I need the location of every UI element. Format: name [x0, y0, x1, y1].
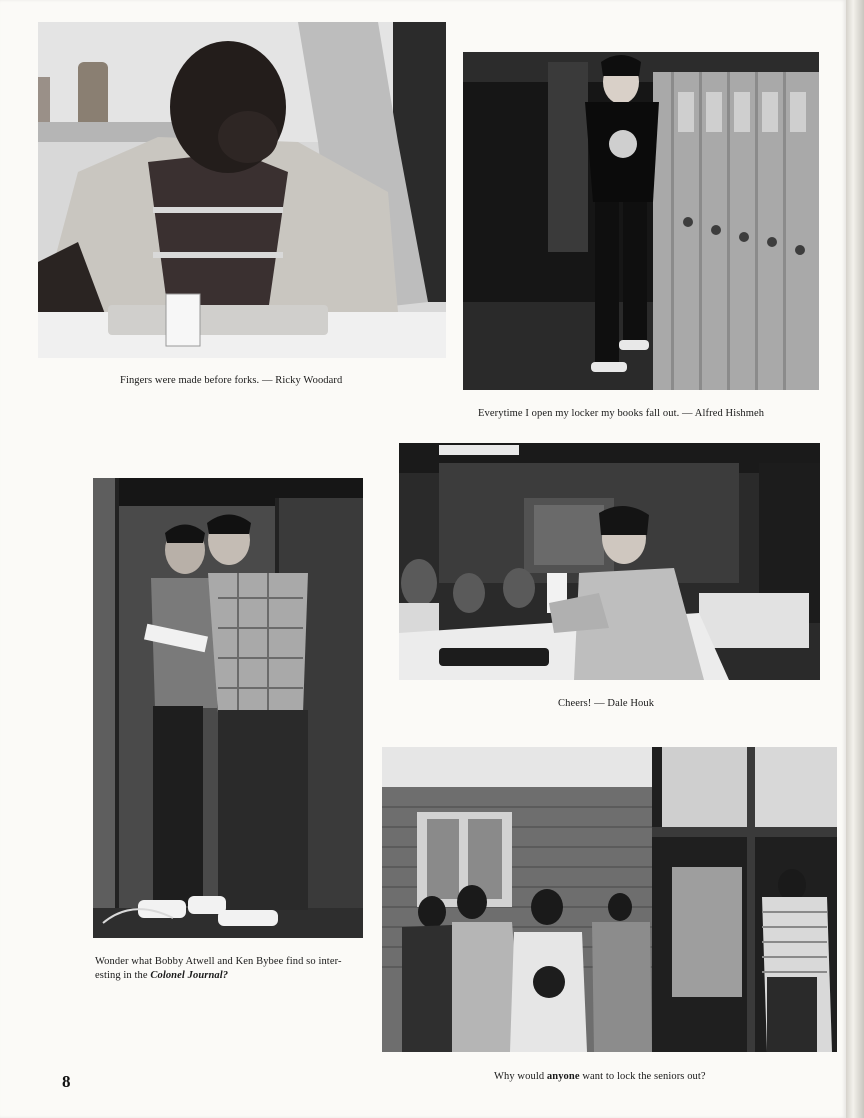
photo-alfred-hishmeh	[463, 52, 819, 390]
caption-seniors-emphasis: anyone	[546, 1071, 580, 1082]
caption-seniors-locked-out	[494, 1070, 794, 1084]
caption-alfred-hishmeh: Everytime I open my locker my books fall out. — Alfred Hishmeh	[478, 408, 765, 419]
caption-ricky-woodard: Fingers were made before forks. — Ricky Woodard	[120, 375, 343, 386]
photo-dale-houk	[399, 443, 820, 680]
photo-bobby-atwell-ken-bybee	[93, 478, 363, 938]
caption-seniors-pre: Why would	[494, 1071, 547, 1082]
caption-bobby-line2: esting in the	[95, 970, 151, 981]
caption-bobby-line1: Wonder what Bobby Atwell and Ken Bybee find so inter-	[95, 956, 342, 967]
photo-ricky-woodard	[38, 22, 446, 358]
page-number: 8	[62, 1072, 71, 1091]
caption-dale-houk: Cheers! — Dale Houk	[558, 698, 655, 709]
caption-bobby-publication: Colonel Journal?	[150, 970, 229, 981]
caption-bobby-atwell-ken-bybee	[95, 955, 375, 983]
page-edge	[846, 0, 864, 1118]
caption-seniors-post: want to lock the seniors out?	[579, 1071, 706, 1082]
photo-seniors-locked-out	[382, 747, 837, 1052]
